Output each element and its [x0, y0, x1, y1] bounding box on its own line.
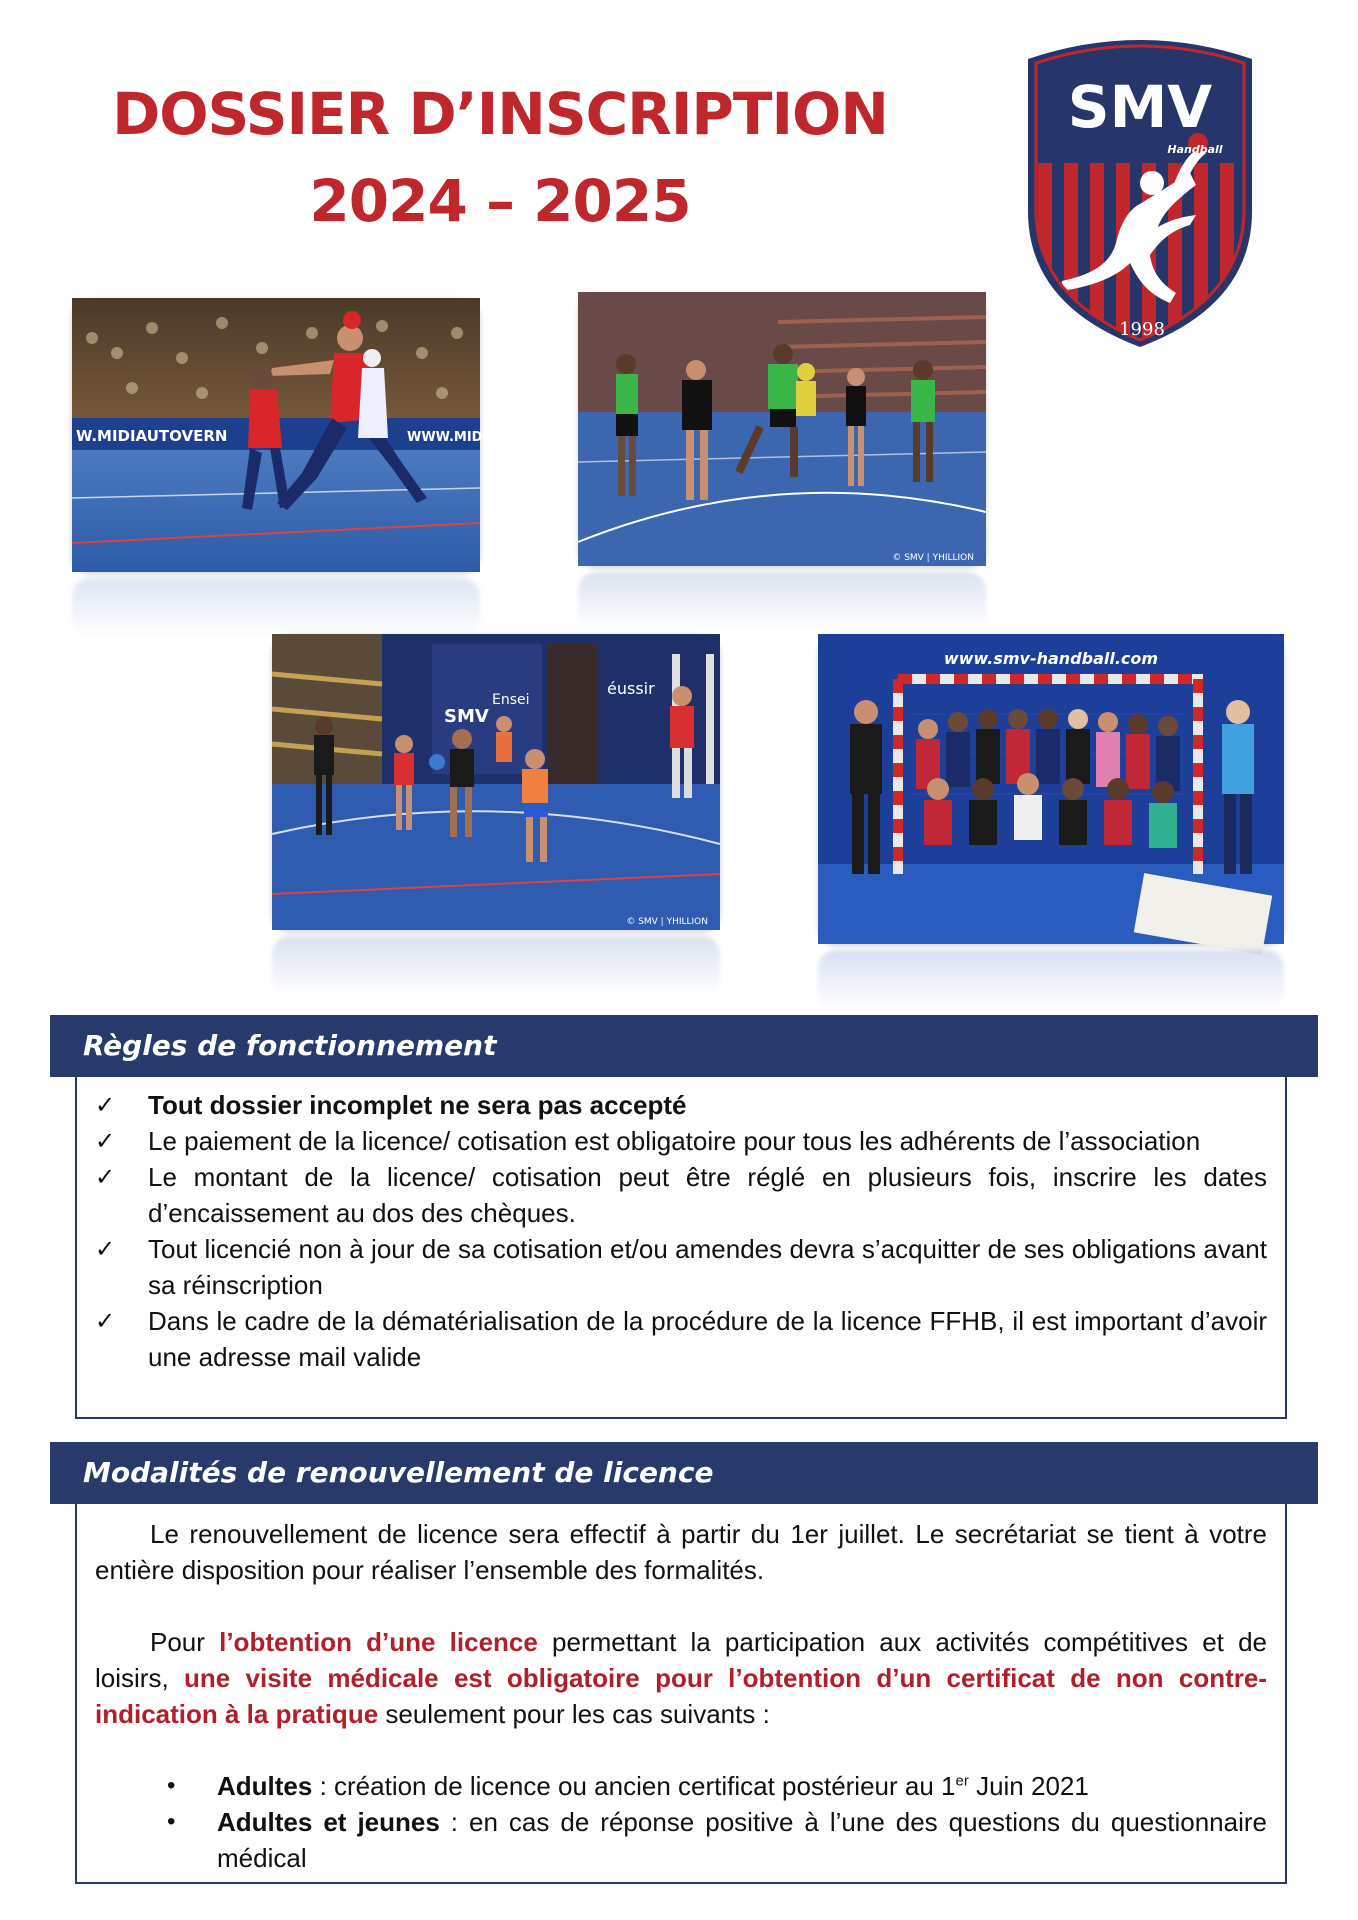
check-icon: ✓	[95, 1127, 116, 1155]
check-icon: ✓	[95, 1091, 116, 1119]
wall-sign-smv: SMV	[444, 706, 489, 727]
list-item: • Adultes et jeunes : en cas de réponse positive à l’une des questions du questionnaire médical	[167, 1804, 1267, 1876]
section-heading-renewal: Modalités de renouvellement de licence	[50, 1442, 1318, 1504]
rule-item: ✓ Dans le cadre de la dématérialisation de la procédure de la licence FFHB, il est important d’avoir une adresse mail valide	[95, 1303, 1267, 1375]
renewal-box	[75, 1504, 1287, 1884]
rule-item: ✓ Tout dossier incomplet ne sera pas accepté	[95, 1087, 1267, 1123]
rule-item: ✓ Le montant de la licence/ cotisation peut être réglé en plusieurs fois, inscrire les dates d’encaissement au dos des chèques.	[95, 1159, 1267, 1231]
bullet-icon: •	[167, 1808, 176, 1835]
smv-handball-logo	[1020, 35, 1260, 345]
rules-box	[75, 1077, 1287, 1419]
logo-name: SMV	[1067, 73, 1213, 141]
wall-sign-text-2: éussir	[607, 679, 655, 698]
banner-url: www.smv-handball.com	[943, 649, 1159, 668]
page-title: DOSSIER D’INSCRIPTION	[112, 80, 888, 148]
medical-paragraph: Pour l’obtention d’une licence permettant la participation aux activités compétitives et de loisirs, une visite médicale est obligatoire pour l’obtention d’un certificat de non contre-indication à la pratique seulement pour les cas suivants :	[95, 1627, 1267, 1729]
renewal-paragraph: Le renouvellement de licence sera effectif à partir du 1er juillet. Le secrétariat se tient à votre entière disposition pour réaliser l’ensemble des formalités.	[95, 1519, 1267, 1585]
photo-watermark-2: © SMV | YHILLION	[626, 917, 708, 927]
photo-watermark: © SMV | YHILLION	[892, 553, 974, 563]
photo-match-jump-shot	[72, 298, 528, 572]
check-icon: ✓	[95, 1163, 116, 1191]
list-item: • Adultes : création de licence ou ancien certificat postérieur au 1er Juin 2021	[167, 1768, 1267, 1804]
wall-sign-text: Ensei	[492, 692, 530, 708]
medical-cases-list	[77, 1768, 1285, 1876]
check-icon: ✓	[95, 1235, 116, 1263]
rules-list	[77, 1077, 1285, 1375]
banner-text: W.MIDIAUTOVERN	[76, 427, 228, 445]
logo-subtitle: Handball	[1167, 143, 1223, 156]
photo-kids-training	[272, 634, 720, 930]
season-title: 2024 – 2025	[309, 167, 691, 235]
banner-text-2: WWW.MIDIAUTO	[407, 430, 528, 445]
logo-year: 1998	[1119, 319, 1165, 340]
rule-item: ✓ Le paiement de la licence/ cotisation est obligatoire pour tous les adhérents de l’association	[95, 1123, 1267, 1159]
photo-team-group	[818, 634, 1284, 944]
rule-item: ✓ Tout licencié non à jour de sa cotisation et/ou amendes devra s’acquitter de ses obligations avant sa réinscription	[95, 1231, 1267, 1303]
section-heading-rules: Règles de fonctionnement	[50, 1015, 1318, 1077]
bullet-icon: •	[167, 1772, 176, 1799]
check-icon: ✓	[95, 1307, 116, 1335]
photo-women-match	[578, 292, 986, 566]
